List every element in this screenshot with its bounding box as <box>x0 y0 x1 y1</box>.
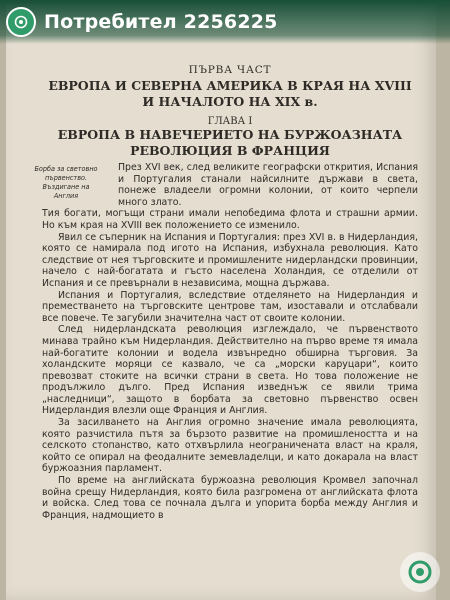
paragraph-6: По време на английската буржоазна революция Кромвел започнал война срещу Нидерландия, която била разгромена от английската флота и войска. След това се почнала дълга и упорита борба между Англия и Франция, надмощието в <box>42 475 418 521</box>
paragraph-4: След нидерландската революция изглеждало, че първенството минава трайно към Нидерландия. Действително на първо време тя имала най-богатите колонии и водела извънредно обширна търговия. За холандските моряци се казвало, че са „морски каруцари“, които превозват стоките на всички страни в света. Но това положение не продължило дълго. Пред Испания изведнъж се явили трима „наследници“, защото в борбата за световно първенство освен Нидерландия влезли още Франция и Англия. <box>42 324 418 417</box>
chapter-label: ГЛАВА I <box>207 116 253 127</box>
paragraph-2: Явил се съперник на Испания и Португалия: през XVI в. в Нидерландия, която се намирала под игото на Испания, избухнала революция. Като следствие от нея търговските и промишлените нидерландски провинции, начело с най-богатата и гъсто населена Холандия, се отделили от Испания и се превърнали в независима, мощна държава. <box>42 231 418 289</box>
chapter-title-line-2: РЕВОЛЮЦИЯ В ФРАНЦИЯ <box>130 143 330 158</box>
book-page <box>6 4 436 600</box>
watermark-logo-icon <box>400 552 440 592</box>
margin-note: Борба за световно първенство. Въздигане на Англия <box>34 164 98 200</box>
part-title-line-2: И НАЧАЛОТО НА XIX в. <box>142 94 318 109</box>
paragraph-3: Испания и Португалия, вследствие отделянето на Нидерландия и преместването на търговските центрове там, изоставали и отслабвали все повече. Те загубили значителна част от своите колонии. <box>42 289 418 324</box>
paragraph-1a: През XVI век, след великите географски открития, Испания и Португалия станали найсилните държави в света, понеже владеели огромни колонии, от които черпели много злато. <box>118 162 418 208</box>
paragraph-1b: Тия богати, могъщи страни имали непобедима флота и страшни армии. Но към края на XVIII век положението се изменило. <box>42 208 418 231</box>
part-label: ПЪРВА ЧАСТ <box>188 64 272 76</box>
page-content <box>34 64 418 521</box>
bazar-logo-icon <box>6 7 36 37</box>
first-section <box>34 162 418 208</box>
part-title-line-1: ЕВРОПА И СЕВЕРНА АМЕРИКА В КРАЯ НА XVIII <box>48 78 412 93</box>
seller-username: Потребител 2256225 <box>44 11 278 33</box>
seller-banner <box>0 0 450 44</box>
paragraph-5: За засилването на Англия огромно значение имала революцията, която разчистила пътя за бързото развитие на промишлеността и на селското стопанство, като отхвърлила неограничената власт на краля, който се опирал на феодалните земевладелци, и като докарала на власт буржоазния парламент. <box>42 417 418 475</box>
chapter-title-line-1: ЕВРОПА В НАВЕЧЕРИЕТО НА БУРЖОАЗНАТА <box>57 127 403 142</box>
